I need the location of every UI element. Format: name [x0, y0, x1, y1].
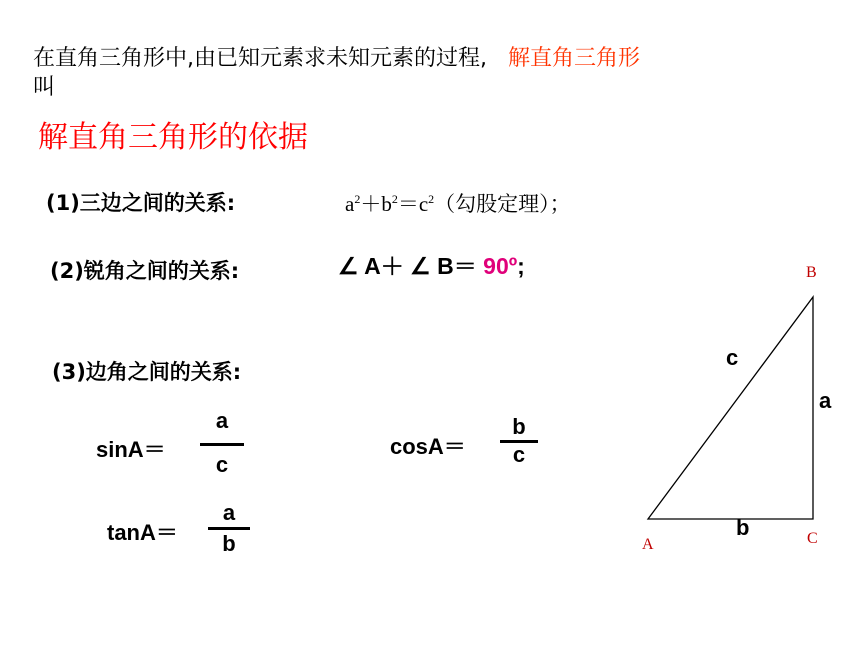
triangle-shape: [648, 297, 813, 519]
vertex-c-label: C: [807, 530, 818, 547]
cos-numerator: b: [512, 414, 526, 439]
section-heading: 解直角三角形的依据: [38, 120, 308, 155]
tan-name: tanA＝: [107, 520, 178, 545]
relation-3-label: (3)边角之间的关系:: [52, 360, 242, 384]
relation-2-label: (2)锐角之间的关系:: [50, 259, 240, 283]
sin-name: sinA＝: [96, 437, 166, 462]
vertex-b-label: B: [806, 264, 817, 281]
intro-line2: 叫: [33, 75, 56, 100]
vertex-a-label: A: [642, 536, 654, 553]
pythagorean-formula: $a^2+b^2=c^2$（勾股定理）；: [345, 192, 571, 216]
side-c-label: c: [726, 345, 739, 370]
relation-1-label: (1)三边之间的关系:: [46, 191, 236, 215]
tan-denominator: b: [222, 531, 236, 556]
side-b-label: b: [736, 515, 750, 540]
sin-denominator: c: [215, 452, 229, 477]
cos-denominator: c: [512, 442, 526, 467]
angle-sum-formula: ∠ A＋ ∠ B＝ 90º;: [338, 253, 525, 279]
intro-line1: 在直角三角形中,由已知元素求未知元素的过程,: [33, 46, 487, 71]
side-a-label: a: [819, 388, 832, 413]
cos-name: cosA＝: [390, 434, 466, 459]
intro-highlight: 解直角三角形: [507, 46, 640, 71]
tan-numerator: a: [222, 500, 236, 525]
angle-sum-value: 90º: [483, 253, 518, 279]
sin-numerator: a: [215, 408, 229, 433]
